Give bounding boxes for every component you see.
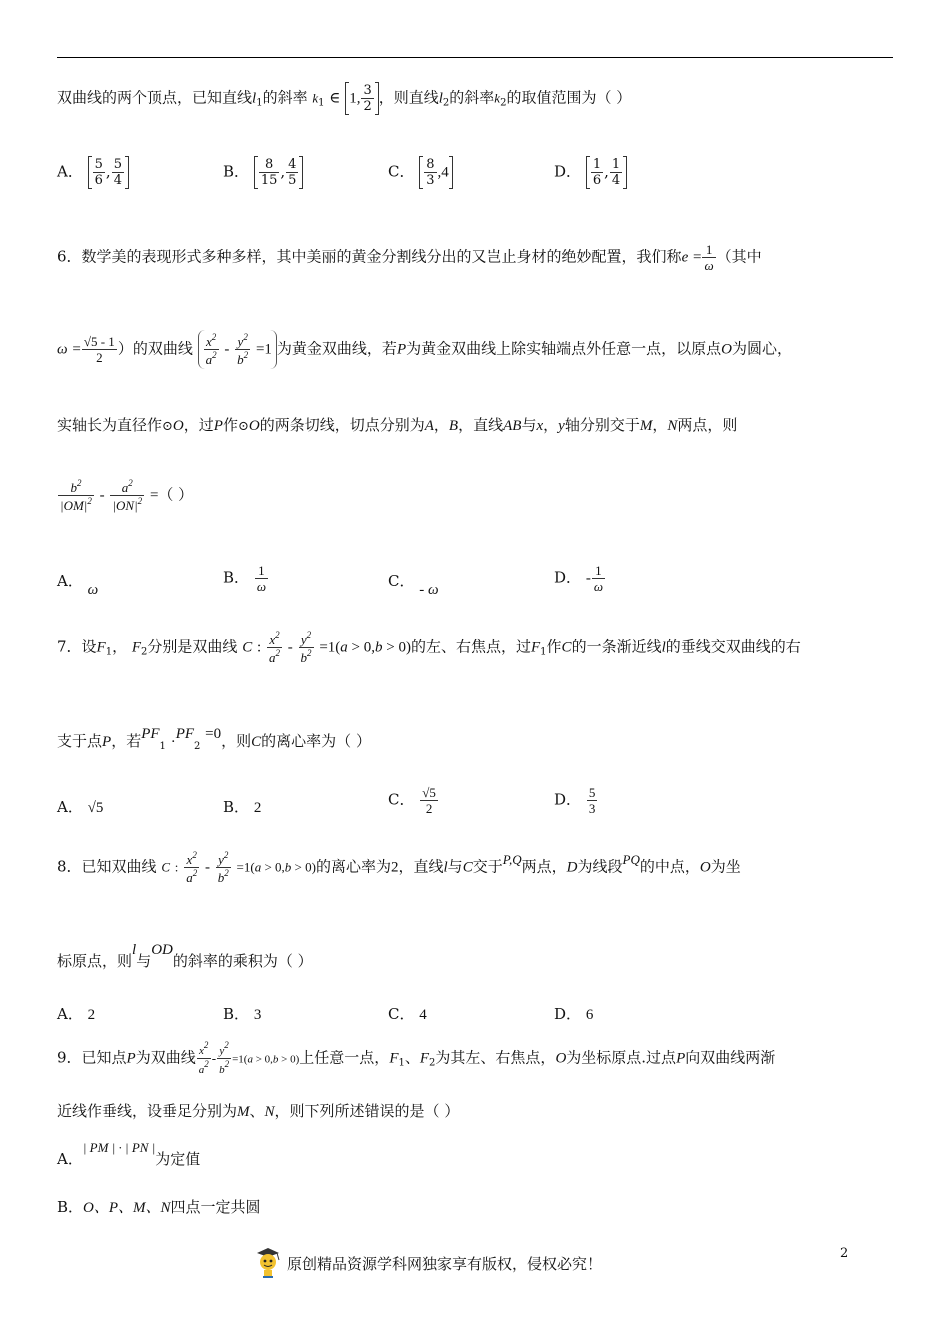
page-number: 2: [840, 1246, 849, 1261]
q7-option-a: A． √5: [57, 798, 104, 816]
q7-option-b: B． 2: [223, 798, 262, 816]
q6-option-a: A． ω: [57, 572, 99, 598]
q8-option-b: B． 3: [223, 1005, 262, 1023]
mascot-icon: [253, 1246, 283, 1280]
q9-stem-line2: 近线作垂线，设垂足分别为M、N，则下列所述错误的是（ ）: [57, 1102, 460, 1120]
q8-stem-line1: 8．已知双曲线 C : $\frac{x^2}{a^2}$ - $\frac{y^2}{b^2}$ =1(a > 0,b > 0)的离心率为2，直线l与C交于P,Q两点，D为线段PQ的中点，O为坐: [57, 850, 741, 885]
q5-option-b: B． $\frac{8}{15}$ , $\frac{4}{5}$: [223, 156, 303, 189]
q7-option-c: C． $\frac{√5}{2}$: [388, 785, 436, 816]
q5-option-a: A． $\frac{5}{6}$ , $\frac{5}{4}$: [57, 156, 129, 189]
q8-option-d: D． 6: [554, 1005, 594, 1023]
q8-stem-line2: 标原点，则l与OD的斜率的乘积为（ ）: [57, 942, 313, 970]
q6-option-c: C． - ω: [388, 572, 439, 598]
q8-option-c: C． 4: [388, 1005, 427, 1023]
q5-stem: 双曲线的两个顶点，已知直线$l_1$的斜率 $k_1$ ∈ 1, $\frac{3}{2}$ ，则直线$l_2$的斜率$k_2$的取值范围为（ ）: [57, 83, 632, 114]
footer-copyright: 原创精品资源学科网独家享有版权，侵权必究！: [253, 1245, 602, 1281]
q7-stem-line2: 支于点P，若$PF_1 \cdot PF_2 =0$，则C的离心率为（ ）: [57, 726, 371, 752]
q6-stem-line2: ω = $\frac{√5 - 1}{2}$ ）的双曲线 $\frac{x^2}{a^2}$ - $\frac{y^2}{b^2}$ =1 为黄金双曲线，若P为黄金双曲线上除实轴端点外任意一点，以原点O为圆心，: [57, 332, 792, 367]
hyperbola-equation: $\frac{x^2}{a^2}$ - $\frac{y^2}{b^2}$ =1: [198, 330, 277, 369]
q6-stem-line1: 6．数学美的表现形式多种多样，其中美丽的黄金分割线分出的又岂止身材的绝妙配置，我们称e = $\frac{1}{\omega}$ （其中: [57, 242, 762, 273]
q9-option-b: B．O、P、M、N四点一定共圆: [57, 1198, 261, 1216]
header-rule: [57, 57, 893, 58]
q5-option-d: D． $\frac{1}{6}$ , $\frac{1}{4}$: [554, 156, 627, 189]
q6-option-d: D． - $\frac{1}{\omega}$: [554, 563, 603, 594]
q7-stem-line1: 7．设$F_1$， $F_2$分别是双曲线 C : $\frac{x^2}{a^2}$ - $\frac{y^2}{b^2}$ =1(a > 0,b > 0)的左、右焦点，过$F_1$作C的一条渐近线l的垂线交双曲线的右: [57, 630, 801, 665]
q9-stem-line1: 9．已知点P为双曲线 $\frac{x^2}{a^2}$ - $\frac{y^2}{b^2}$ =1(a > 0,b > 0)上任意一点，$F_1$、$F_2$为其左、右焦点，O为坐标原点.过点P向双曲线两渐: [57, 1040, 776, 1076]
q6-stem-line4: $\frac{b^2}{|OM|^2}$ - $\frac{a^2}{|ON|^2}$ =（ ）: [60, 478, 194, 513]
k1-interval: 1, $\frac{3}{2}$: [345, 82, 379, 115]
q8-option-a: A． 2: [57, 1005, 96, 1023]
q5-option-c: C． $\frac{8}{3}$ ,4: [388, 156, 453, 189]
q9-option-a: A．| PM | · | PN |为定值: [57, 1140, 201, 1168]
q6-option-b: B． $\frac{1}{\omega}$: [223, 563, 266, 594]
q7-option-d: D． $\frac{5}{3}$: [554, 785, 596, 816]
q6-stem-line3: 实轴长为直径作⊙O，过P作⊙O的两条切线，切点分别为A，B，直线AB与x，y轴分别交于M，N两点，则: [57, 416, 738, 434]
